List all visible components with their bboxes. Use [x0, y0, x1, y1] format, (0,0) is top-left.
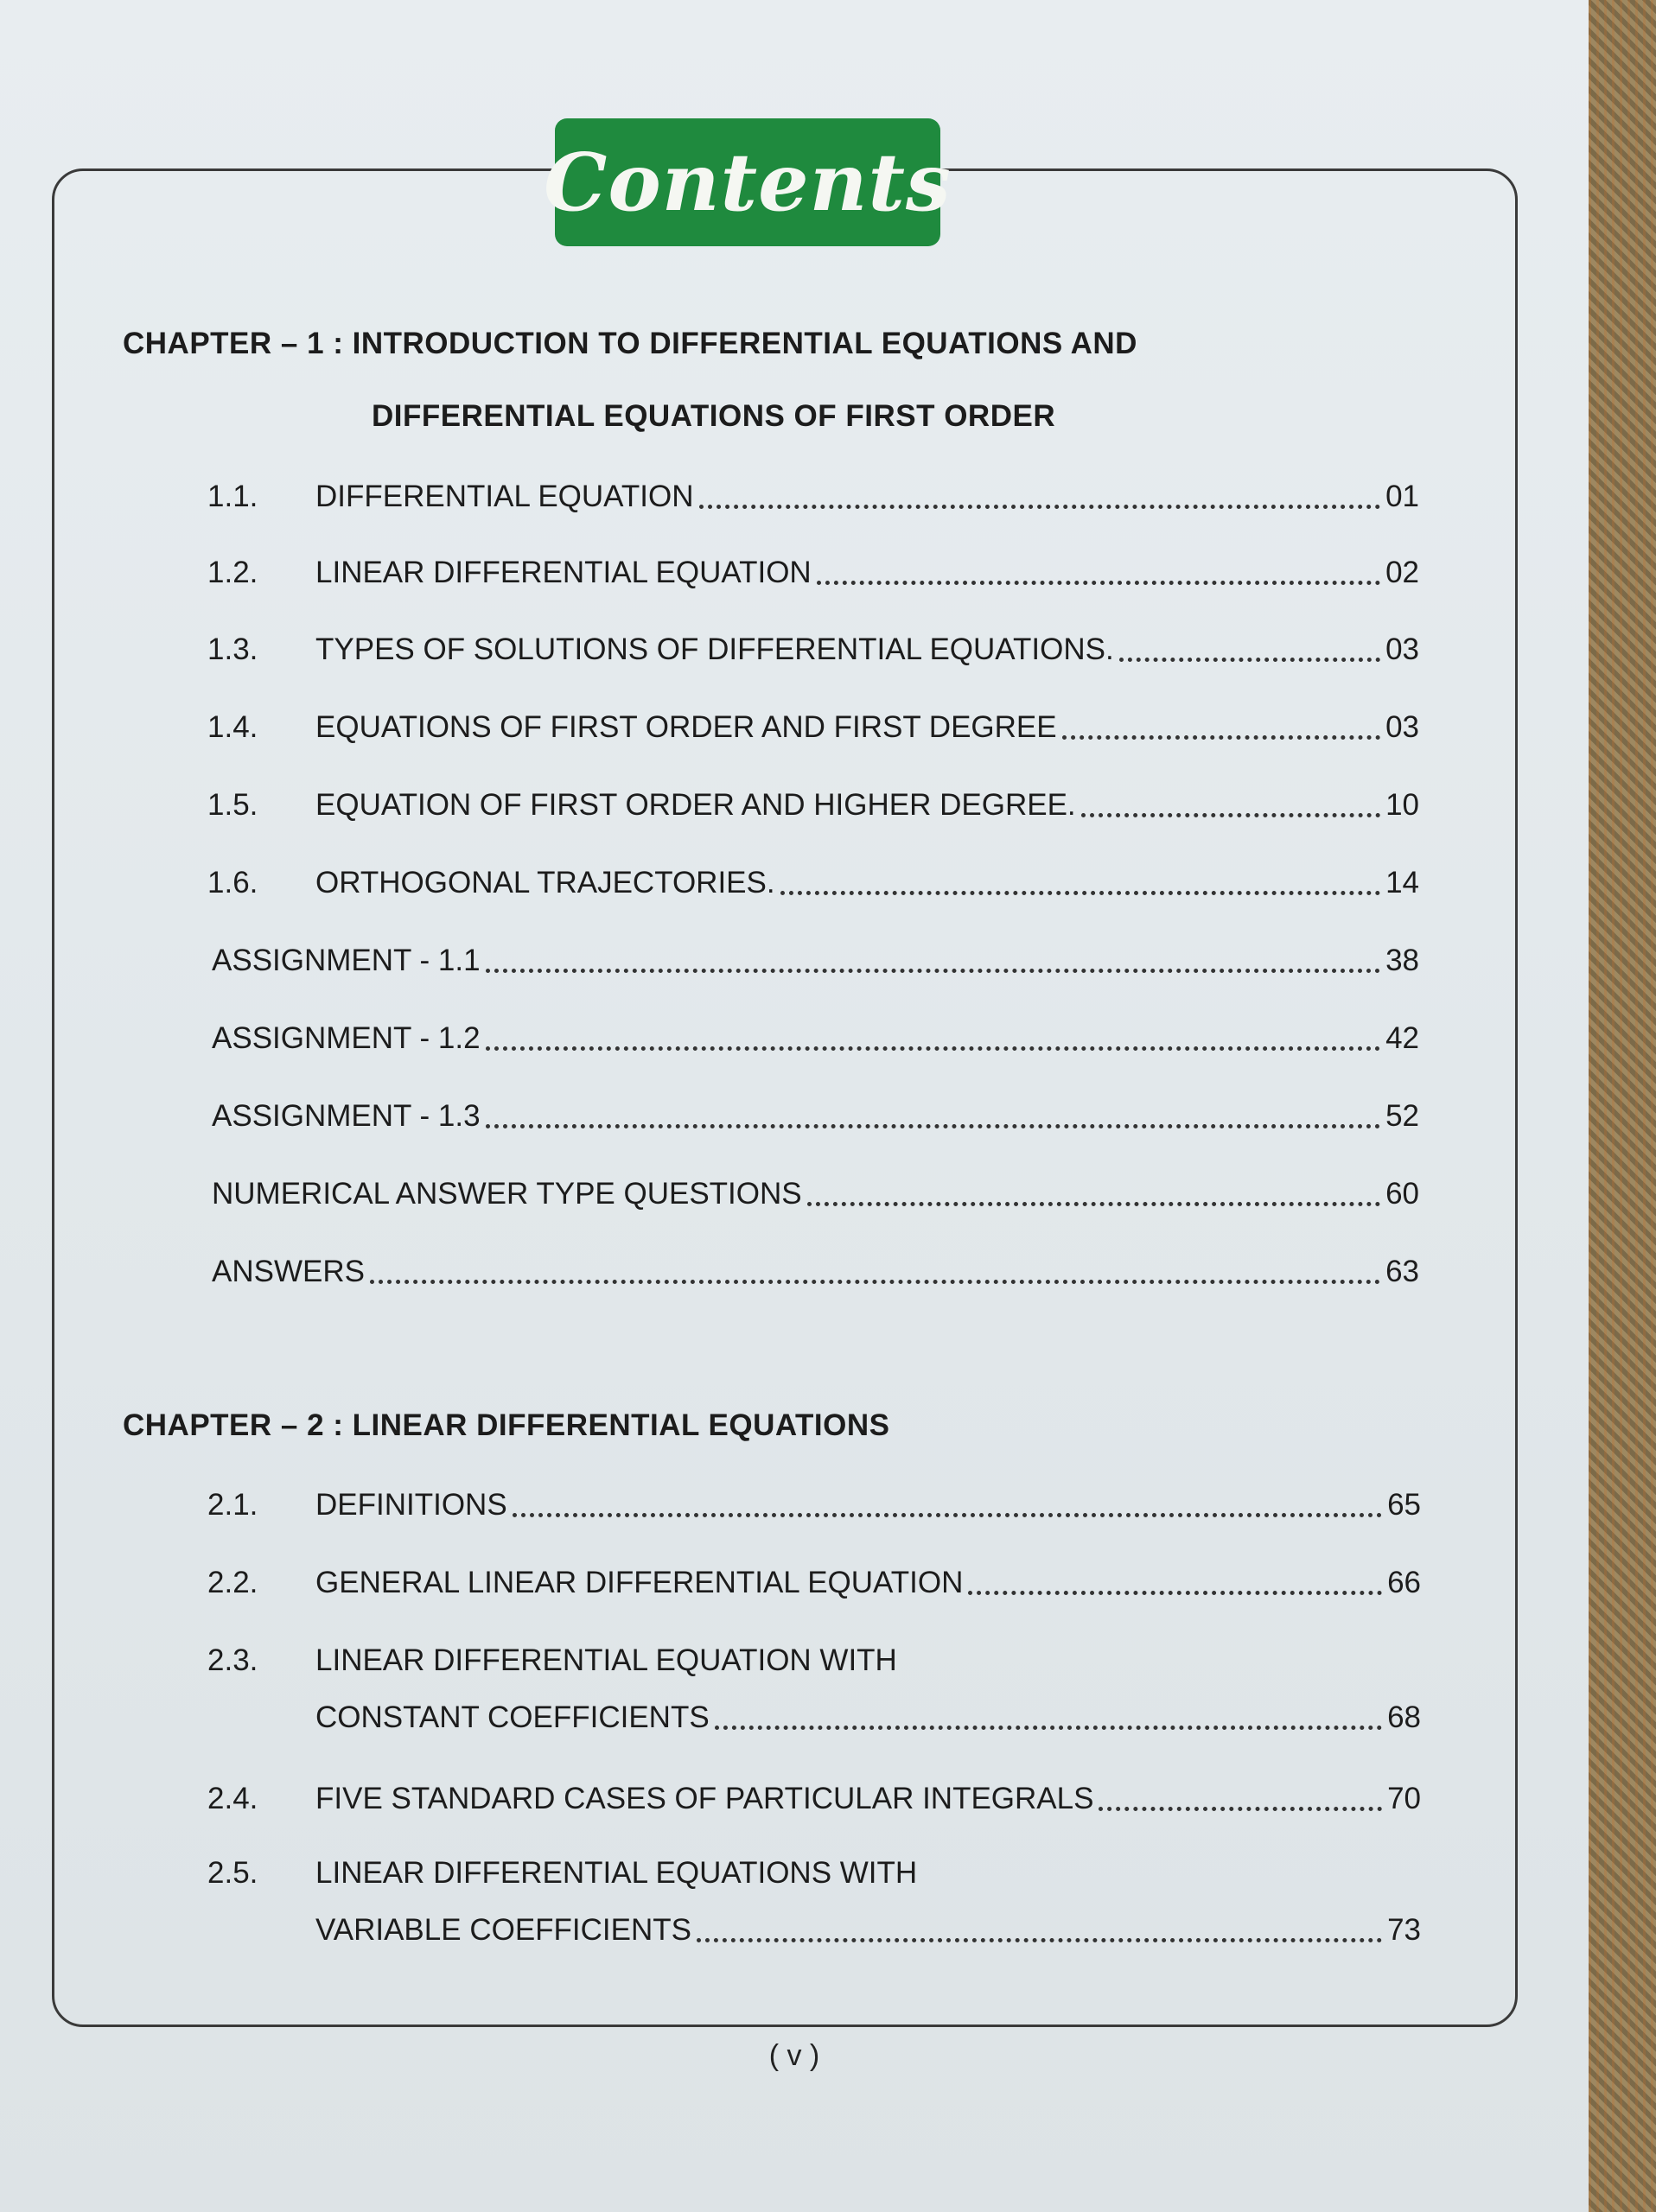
toc-entry[interactable] — [207, 480, 1419, 514]
toc-entry[interactable] — [212, 1099, 1419, 1134]
toc-entry-number: 2.3. — [207, 1643, 258, 1677]
toc-entry-number: 1.2. — [207, 556, 258, 589]
toc-entry-label: ASSIGNMENT - 1.3 — [212, 1099, 481, 1133]
toc-entry-page: 66 — [1387, 1566, 1421, 1599]
toc-entry-label-line1: LINEAR DIFFERENTIAL EQUATION WITH — [315, 1643, 897, 1677]
dot-leader — [1081, 812, 1380, 817]
dot-leader — [486, 968, 1381, 973]
toc-entry-label: LINEAR DIFFERENTIAL EQUATION — [315, 556, 812, 589]
toc-entry[interactable] — [207, 556, 1419, 590]
toc-entry-page: 02 — [1385, 556, 1419, 589]
toc-entry[interactable] — [207, 1782, 1421, 1816]
toc-entry-label: TYPES OF SOLUTIONS OF DIFFERENTIAL EQUATIONS. — [315, 632, 1114, 666]
toc-entry-label: ASSIGNMENT - 1.2 — [212, 1021, 481, 1055]
toc-entry-page: 60 — [1385, 1177, 1419, 1211]
toc-entry-page: 38 — [1385, 944, 1419, 977]
toc-entry-number: 1.3. — [207, 632, 258, 666]
dot-leader — [968, 1590, 1382, 1595]
toc-entry[interactable] — [212, 1021, 1419, 1056]
toc-entry-page: 10 — [1385, 788, 1419, 822]
toc-entry-number: 1.1. — [207, 480, 258, 513]
dot-leader — [370, 1279, 1380, 1284]
dot-leader — [807, 1201, 1380, 1206]
dot-leader — [697, 1937, 1382, 1942]
dot-leader — [486, 1046, 1381, 1051]
toc-entry-number: 2.5. — [207, 1856, 258, 1890]
toc-entry-label: ANSWERS — [212, 1255, 365, 1288]
toc-entry[interactable] — [207, 1566, 1421, 1600]
toc-entry-label: DEFINITIONS — [315, 1488, 507, 1522]
toc-entry-page: 14 — [1385, 866, 1419, 899]
page-folio: ( v ) — [768, 2039, 820, 2072]
contents-title-banner — [544, 118, 952, 246]
dot-leader — [780, 890, 1380, 895]
contents-title: Contents — [544, 136, 952, 229]
dot-leader — [715, 1725, 1382, 1730]
toc-entry-label: ORTHOGONAL TRAJECTORIES. — [315, 866, 775, 899]
dot-leader — [1062, 734, 1380, 740]
toc-entry-number: 2.4. — [207, 1782, 258, 1815]
toc-entry[interactable] — [212, 944, 1419, 978]
toc-entry-number: 1.6. — [207, 866, 258, 899]
toc-entry[interactable] — [207, 632, 1419, 667]
toc-entry-page: 42 — [1385, 1021, 1419, 1055]
toc-entry-page: 01 — [1385, 480, 1419, 513]
toc-entry-label: EQUATIONS OF FIRST ORDER AND FIRST DEGREE — [315, 710, 1057, 744]
toc-entry-label-line1: LINEAR DIFFERENTIAL EQUATIONS WITH — [315, 1856, 918, 1890]
toc-entry-number: 1.4. — [207, 710, 258, 744]
toc-entry[interactable] — [207, 710, 1419, 745]
toc-entry-label: EQUATION OF FIRST ORDER AND HIGHER DEGREE. — [315, 788, 1076, 822]
toc-entry-page: 68 — [1387, 1700, 1421, 1734]
dot-leader — [1099, 1806, 1382, 1811]
dot-leader — [513, 1512, 1382, 1517]
chapter-2-heading: CHAPTER – 2 : LINEAR DIFFERENTIAL EQUATIONS — [123, 1408, 890, 1442]
toc-entry-label-line2: VARIABLE COEFFICIENTS — [315, 1913, 691, 1947]
chapter-1-heading: CHAPTER – 1 : INTRODUCTION TO DIFFERENTIAL EQUATIONS AND — [123, 327, 1137, 360]
toc-entry-label: FIVE STANDARD CASES OF PARTICULAR INTEGRALS — [315, 1782, 1094, 1815]
toc-entry[interactable] — [212, 1177, 1419, 1211]
toc-entry-label: GENERAL LINEAR DIFFERENTIAL EQUATION — [315, 1566, 964, 1599]
contents-frame — [52, 168, 1518, 2027]
toc-entry-page: 03 — [1385, 632, 1419, 666]
toc-entry-label: DIFFERENTIAL EQUATION — [315, 480, 694, 513]
toc-entry-number: 1.5. — [207, 788, 258, 822]
toc-entry[interactable] — [207, 788, 1419, 823]
toc-entry-label-line2: CONSTANT COEFFICIENTS — [315, 1700, 710, 1734]
toc-entry-label: NUMERICAL ANSWER TYPE QUESTIONS — [212, 1177, 802, 1211]
toc-entry[interactable] — [207, 1488, 1421, 1522]
chapter-1-heading-line2: DIFFERENTIAL EQUATIONS OF FIRST ORDER — [372, 399, 1056, 433]
toc-entry-page: 65 — [1387, 1488, 1421, 1522]
toc-entry-label: ASSIGNMENT - 1.1 — [212, 944, 481, 977]
toc-entry-page: 03 — [1385, 710, 1419, 744]
toc-entry-number: 2.2. — [207, 1566, 258, 1599]
fabric-texture — [1589, 0, 1656, 2212]
toc-entry-page: 73 — [1387, 1913, 1421, 1947]
toc-entry[interactable] — [207, 866, 1419, 900]
toc-entry-page: 70 — [1387, 1782, 1421, 1815]
dot-leader — [699, 504, 1381, 509]
toc-entry[interactable] — [212, 1255, 1419, 1289]
dot-leader — [486, 1123, 1381, 1128]
toc-entry-number: 2.1. — [207, 1488, 258, 1522]
dot-leader — [1119, 657, 1380, 662]
toc-entry-page: 52 — [1385, 1099, 1419, 1133]
dot-leader — [817, 580, 1380, 585]
toc-entry-page: 63 — [1385, 1255, 1419, 1288]
